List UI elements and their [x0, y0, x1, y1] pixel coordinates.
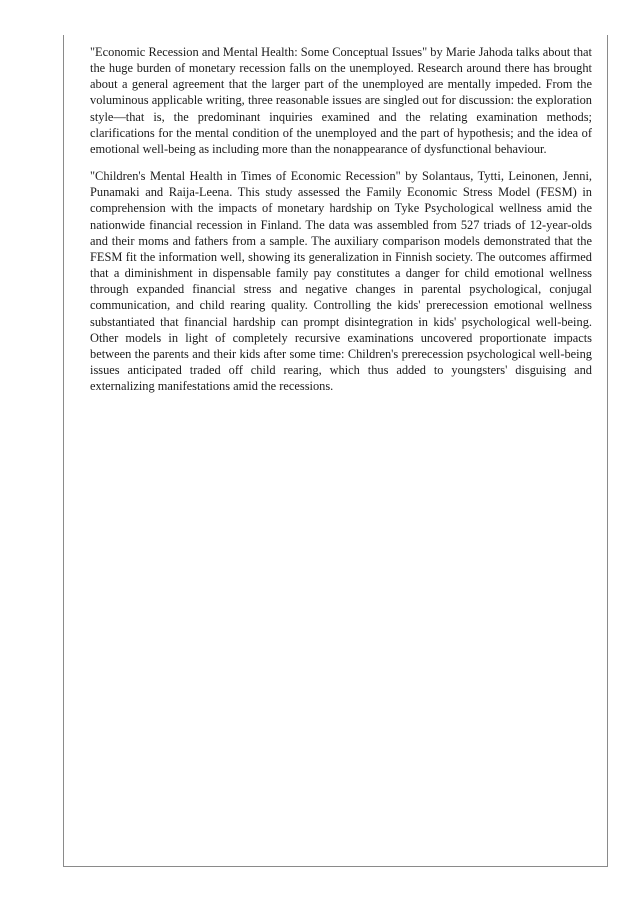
paragraph-solantaus: "Children's Mental Health in Times of Economic Recession" by Solantaus, Tytti, Leinonen, Jenni, Punamaki and Raija-Leena. This study assessed the Family Economic Stress Model (FESM) in comprehension with the impacts of monetary hardship on Tyke Psychological wellness amid the nationwide financial recession in Finland. The data was assembled from 527 triads of 12-year-olds and their moms and fathers from a sample. The auxiliary comparison models demonstrated that the FESM fit the information well, showing its generalization in Finnish society. The outcomes affirmed that a diminishment in dispensable family pay constitutes a danger for child emotional wellness through expanded financial stress and negative changes in parental psychological, conjugal communication, and child rearing quality. Controlling the kids' prerecession emotional wellness substantiated that financial hardship can prompt disintegration in kids' psychological well-being. Other models in light of completely recursive examinations uncovered proportionate impacts between the parents and their kids after some time: Children's prerecession psychological well-being issues anticipated traded off child rearing, which thus added to youngsters' disguising and externalizing manifestations amid the recessions.	[90, 169, 592, 394]
paragraph-jahoda: "Economic Recession and Mental Health: Some Conceptual Issues" by Marie Jahoda talks about that the huge burden of monetary recession falls on the unemployed. Research around there has brought about a general agreement that the larger part of the unemployed are mentally impeded. From the voluminous applicable writing, three reasonable issues are singled out for discussion: the exploration style—that is, the predominant inquiries examined and the relating examination methods; clarifications for the mental condition of the unemployed and the part of hypothesis; and the idea of emotional well-being as including more than the nonappearance of dysfunctional behaviour.	[90, 45, 592, 156]
document-body	[90, 44, 592, 405]
